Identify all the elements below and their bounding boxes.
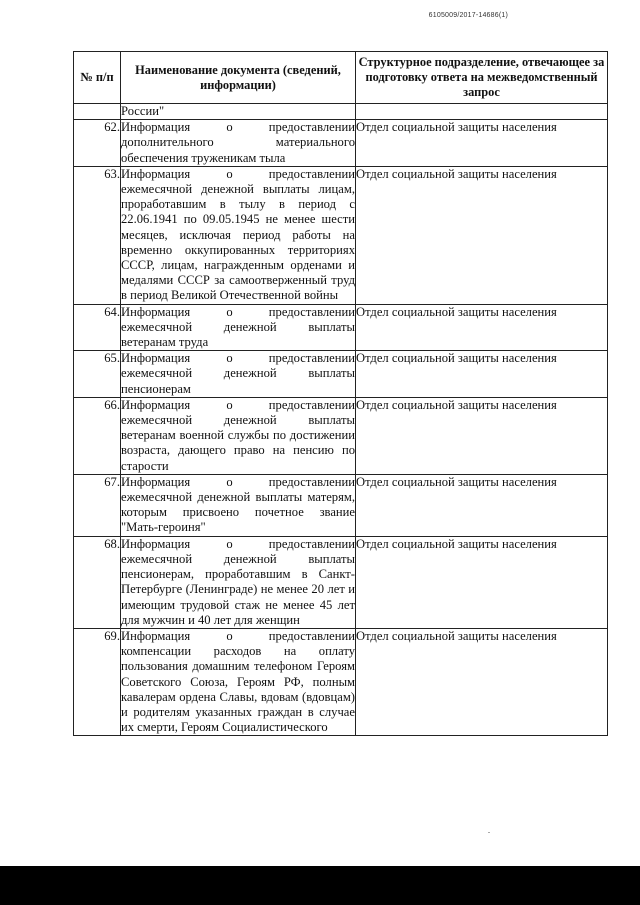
header-department: Структурное подразделение, отвечающее за подготовку ответа на межведомственный запрос [356, 52, 608, 104]
row-department: Отдел социальной защиты населения [356, 304, 608, 351]
table-header-row [74, 52, 608, 104]
row-number: 66. [74, 397, 121, 474]
scan-speck [488, 832, 490, 833]
row-number: 62. [74, 120, 121, 167]
row-document-name: Информация о предоставлении ежемесячной денежной выплаты лицам, проработавшим в тылу в период с 22.06.1941 по 09.05.1945 не менее шести месяцев, исключая период работы на временно оккупированных территориях СССР, лицам, награжденным орденами и медалями СССР за самоотверженный труд в период Великой Отечественной войны [121, 166, 355, 303]
row-document-name: Информация о предоставлении ежемесячной денежной выплаты ветеранам военной службы по достижении возраста, дающего право на пенсию по старости [121, 397, 355, 473]
row-department [356, 104, 608, 120]
row-document-name: России" [121, 104, 356, 120]
row-document-name: Информация о предоставлении ежемесячной денежной выплаты пенсионерам [121, 351, 355, 396]
table-row [74, 120, 608, 167]
table-row [74, 304, 608, 351]
row-number: 65. [74, 351, 121, 398]
row-number: 68. [74, 536, 121, 628]
row-department: Отдел социальной защиты населения [356, 351, 608, 398]
table-row [74, 536, 608, 628]
row-number: 63. [74, 166, 121, 304]
row-department: Отдел социальной защиты населения [356, 474, 608, 536]
row-number: 67. [74, 474, 121, 536]
row-department: Отдел социальной защиты населения [356, 120, 608, 167]
row-number [74, 104, 121, 120]
table-row [74, 397, 608, 474]
row-department: Отдел социальной защиты населения [356, 628, 608, 735]
row-document-name: Информация о предоставлении ежемесячной денежной выплаты пенсионерам, проработавшим в Санкт-Петербурге (Ленинграде) не менее 20 лет и имеющим трудовой стаж не менее 45 лет для мужчин и 40 лет для женщин [121, 536, 355, 627]
row-number: 64. [74, 304, 121, 351]
row-department: Отдел социальной защиты населения [356, 397, 608, 474]
row-document-name: Информация о предоставлении ежемесячной денежной выплаты матерям, которым присвоено почетное звание "Мать-героиня" [121, 474, 355, 535]
row-number: 69. [74, 628, 121, 735]
row-department: Отдел социальной защиты населения [356, 166, 608, 304]
header-number: № п/п [74, 52, 121, 104]
table-row [74, 351, 608, 398]
table-row [74, 474, 608, 536]
row-department: Отдел социальной защиты населения [356, 536, 608, 628]
row-document-name: Информация о предоставлении дополнительного материального обеспечения труженикам тыла [121, 120, 355, 165]
document-stamp: 6105009/2017-14686(1) [428, 12, 508, 19]
header-document-name: Наименование документа (сведений, информации) [121, 52, 356, 104]
row-document-name: Информация о предоставлении компенсации расходов на оплату пользования домашним телефоном Героям Советского Союза, Героям РФ, полным кавалерам ордена Славы, вдовам (вдовцам) и родителям указанных граждан в случае их смерти, Героям Социалистического [121, 628, 355, 735]
table-row [74, 628, 608, 735]
row-document-name: Информация о предоставлении ежемесячной денежной выплаты ветеранам труда [121, 304, 355, 350]
scan-border-bar [0, 866, 640, 905]
table-row [74, 166, 608, 304]
table-row-continuation [74, 104, 608, 120]
documents-table [73, 51, 608, 736]
